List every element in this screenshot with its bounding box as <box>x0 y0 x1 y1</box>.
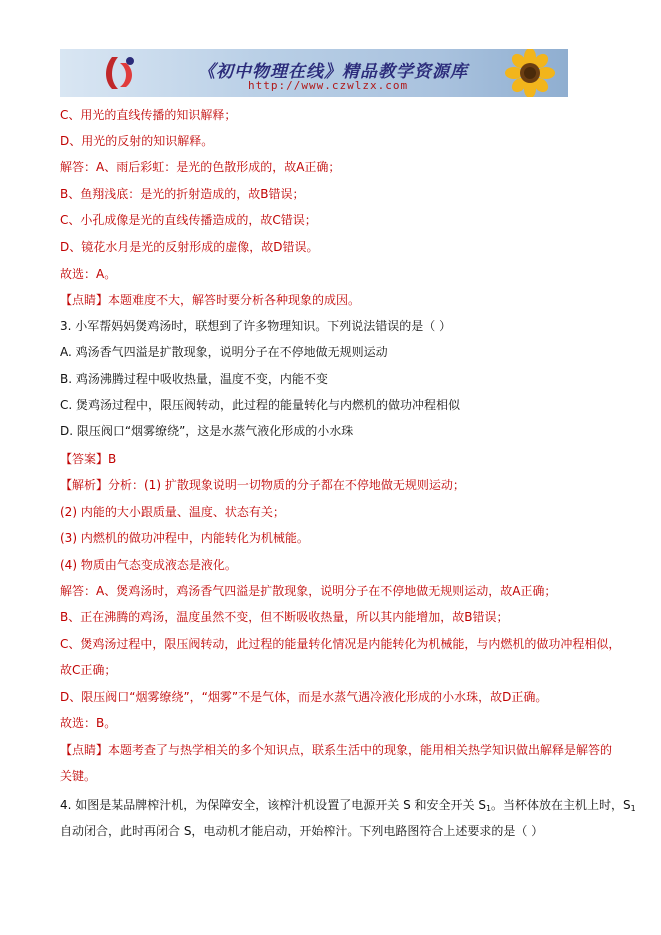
text-line: A. 鸡汤香气四溢是扩散现象，说明分子在不停地做无规则运动 <box>60 345 388 359</box>
text-line: D、用光的反射的知识解释。 <box>60 134 214 148</box>
question-4-line-2 <box>60 824 543 838</box>
q4-subscript-2: 1 <box>630 804 636 813</box>
text-line: 关键。 <box>60 769 97 783</box>
text-line: 解答：A、煲鸡汤时，鸡汤香气四溢是扩散现象，说明分子在不停地做无规则运动，故A正确； <box>60 584 557 598</box>
text-line: 故C正确； <box>60 663 117 677</box>
text-line: (3) 内燃机的做功冲程中，内能转化为机械能。 <box>60 531 309 545</box>
logo-icon <box>98 53 142 93</box>
q4-text-c: 自动闭合，此时再闭合 S，电动机才能启动，开始榨汁。下列电路图符合上述要求的是（ ） <box>60 824 544 838</box>
text-line: 【解析】分析：(1) 扩散现象说明一切物质的分子都在不停地做无规则运动； <box>60 478 465 492</box>
text-line: D、镜花水月是光的反射形成的虚像，故D错误。 <box>60 240 319 254</box>
text-line: C、用光的直线传播的知识解释； <box>60 108 237 122</box>
q4-text-a: 4. 如图是某品牌榨汁机，为保障安全，该榨汁机设置了电源开关 S 和安全开关 S <box>60 798 486 812</box>
text-line: 解答：A、雨后彩虹：是光的色散形成的，故A正确； <box>60 160 341 174</box>
q4-subscript-1: 1 <box>485 804 492 813</box>
text-line: 3. 小军帮妈妈煲鸡汤时，联想到了许多物理知识。下列说法错误的是（ ） <box>60 319 452 333</box>
text-line: (2) 内能的大小跟质量、温度、状态有关； <box>60 505 285 519</box>
q4-text-b: 。当杯体放在主机上时，S <box>491 798 631 812</box>
text-line: (4) 物质由气态变成液态是液化。 <box>60 558 237 572</box>
text-line: C、煲鸡汤过程中，限压阀转动，此过程的能量转化情况是内能转化为机械能，与内燃机的做功冲程相似， <box>60 637 621 651</box>
text-line: 故选：A。 <box>60 267 117 281</box>
text-line: B、正在沸腾的鸡汤，温度虽然不变，但不断吸收热量，所以其内能增加，故B错误； <box>60 610 509 624</box>
text-line: 【答案】B <box>60 452 117 466</box>
text-line: B. 鸡汤沸腾过程中吸收热量，温度不变，内能不变 <box>60 372 328 386</box>
header-url: http://www.czwlzx.com <box>248 79 409 92</box>
question-4-line-1 <box>60 798 636 816</box>
header-title: 《初中物理在线》精品教学资源库 <box>198 62 468 82</box>
text-line: 【点睛】本题难度不大，解答时要分析各种现象的成因。 <box>60 293 361 307</box>
text-line: C、小孔成像是光的直线传播造成的，故C错误； <box>60 213 317 227</box>
sunflower-icon <box>494 49 564 97</box>
text-line: 故选：B。 <box>60 716 117 730</box>
text-line: C. 煲鸡汤过程中，限压阀转动，此过程的能量转化与内燃机的做功冲程相似 <box>60 398 461 412</box>
text-line: B、鱼翔浅底：是光的折射造成的，故B错误； <box>60 187 305 201</box>
text-line: D. 限压阀口“烟雾缭绕”，这是水蒸气液化形成的小水珠 <box>60 424 354 438</box>
header-banner <box>60 49 568 97</box>
text-line: 【点睛】本题考查了与热学相关的多个知识点，联系生活中的现象，能用相关热学知识做出解释是解答的 <box>60 743 613 757</box>
text-line: D、限压阀口“烟雾缭绕”，“烟雾”不是气体，而是水蒸气遇冷液化形成的小水珠，故D正确。 <box>60 690 548 704</box>
